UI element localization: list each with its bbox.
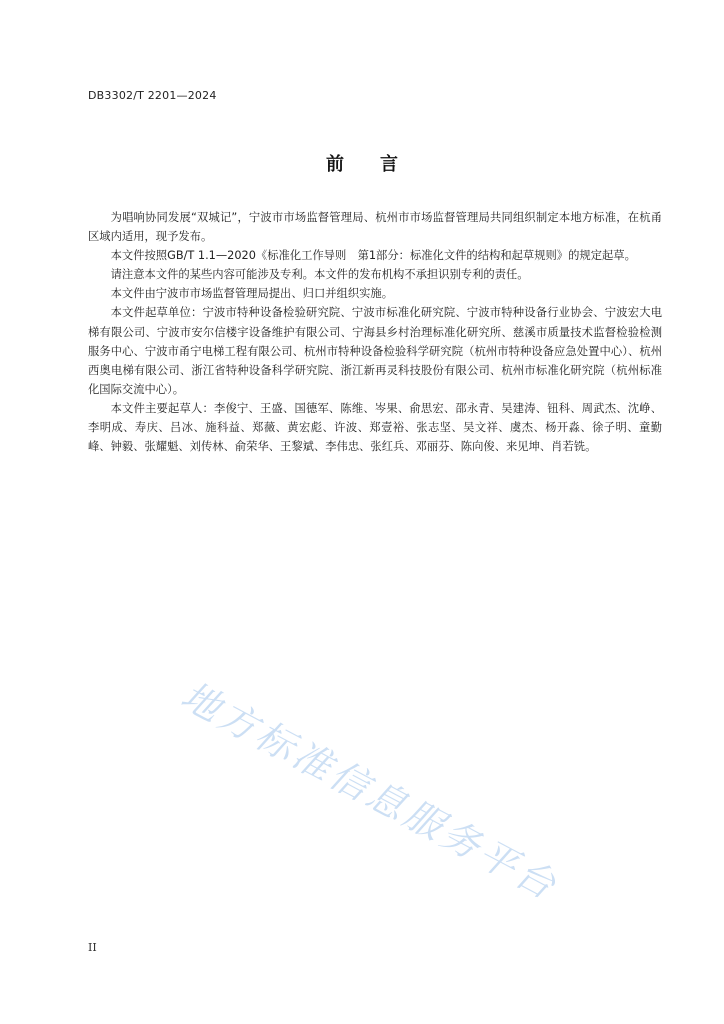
paragraph-drafters: 本文件主要起草人：李俊宁、王盛、国德军、陈维、岑果、俞思宏、邵永青、吴建涛、钮科、周武杰、沈峥、李明成、寿庆、吕冰、施科益、郑薇、黄宏彪、许波、郑壹裕、张志坚、吴文祥、虞杰、杨开淼、徐子明、童勤峰、钟毅、张耀魁、刘传林、俞荣华、王黎斌、李伟忠、张红兵、邓丽芬、陈向俊、来见坤、肖若铣。 [88, 401, 662, 454]
paragraph-patent-notice: 请注意本文件的某些内容可能涉及专利。本文件的发布机构不承担识别专利的责任。 [110, 268, 529, 282]
preface-body [88, 208, 662, 456]
paragraph-proposer: 本文件由宁波市市场监督管理局提出、归口并组织实施。 [110, 287, 394, 301]
paragraph-drafting-rules: 本文件按照GB/T 1.1—2020《标准化工作导则 第1部分：标准化文件的结构和起草规则》的规定起草。 [110, 249, 636, 263]
document-code: DB3302/T 2201—2024 [88, 89, 217, 102]
paragraph-drafting-units: 本文件起草单位：宁波市特种设备检验研究院、宁波市标准化研究院、宁波市特种设备行业协会、宁波宏大电梯有限公司、宁波市安尔信楼宇设备维护有限公司、宁海县乡村治理标准化研究所、慈溪市质量技术监督检验检测服务中心、宁波市甬宁电梯工程有限公司、杭州市特种设备检验科学研究院（杭州市特种设备应急处置中心）、杭州西奥电梯有限公司、浙江省特种设备科学研究院、浙江新再灵科技股份有限公司、杭州市标准化研究院（杭州标准化国际交流中心）。 [88, 306, 662, 396]
title-char-1: 前 [326, 154, 344, 175]
watermark: 地方标准信息服务平台 [174, 673, 566, 910]
title-char-2: 言 [380, 154, 398, 175]
page-title [0, 150, 724, 176]
paragraph-purpose: 为唱响协同发展“双城记”，宁波市市场监督管理局、杭州市市场监督管理局共同组织制定本地方标准，在杭甬区域内适用，现予发布。 [88, 211, 662, 244]
page-number: II [88, 941, 97, 954]
